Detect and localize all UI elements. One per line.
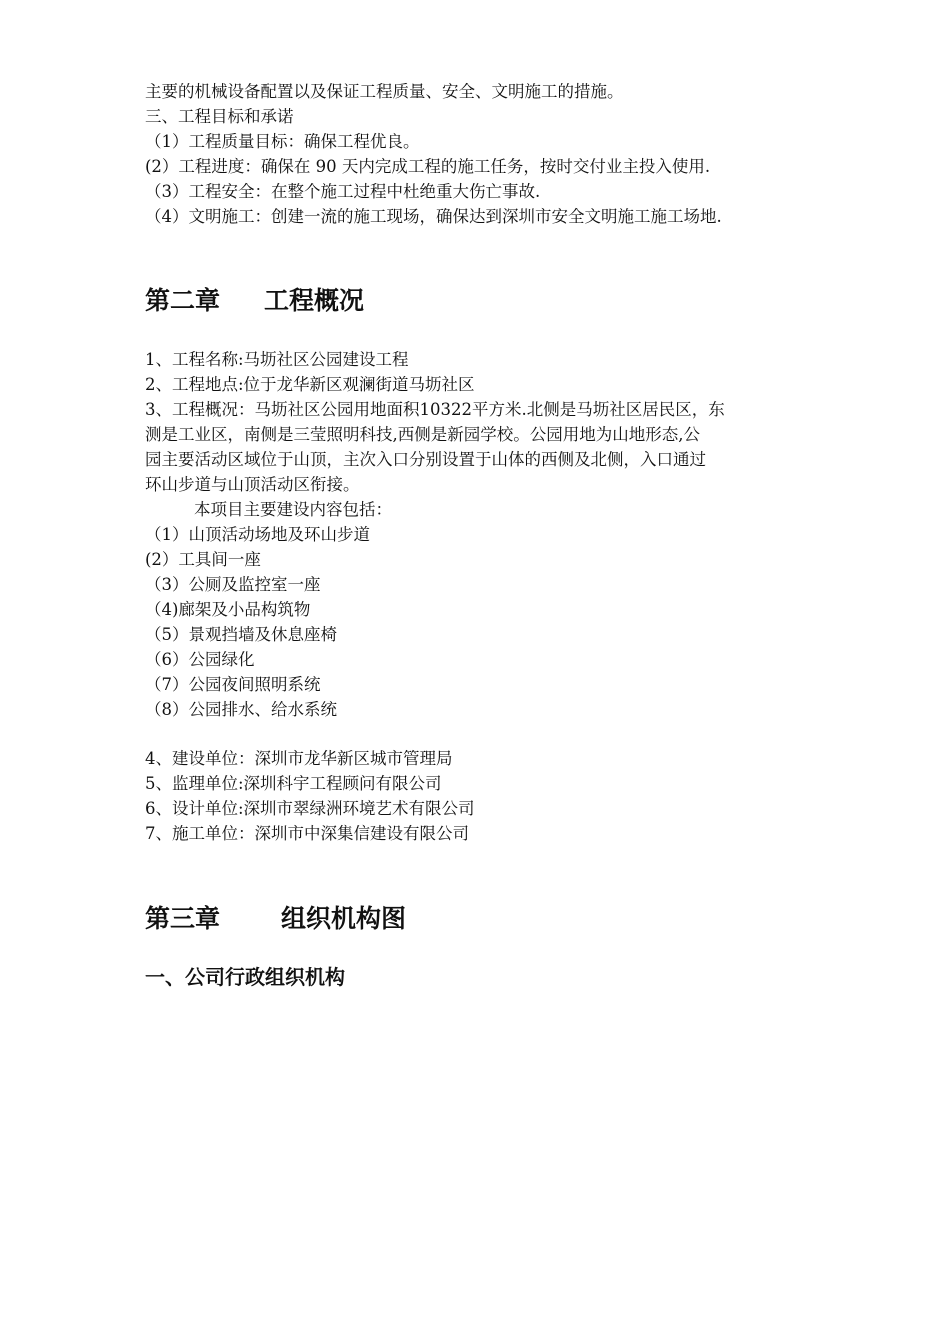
intro-line-4: (2）工程进度：确保在 90 天内完成工程的施工任务，按时交付业主投入使用. — [145, 157, 711, 176]
chapter-2-title: 工程概况 — [264, 286, 365, 315]
content-item-6: （6）公园绿化 — [145, 650, 255, 669]
project-info-line-5: 园主要活动区域位于山顶，主次入口分别设置于山体的西侧及北侧，入口通过 — [145, 450, 706, 469]
intro-line-2: 三、工程目标和承诺 — [145, 107, 294, 126]
intro-line-6: （4）文明施工：创建一流的施工现场，确保达到深圳市安全文明施工施工场地. — [145, 207, 722, 226]
intro-line-1: 主要的机械设备配置以及保证工程质量、安全、文明施工的措施。 — [145, 82, 624, 101]
project-info-line-2: 2、工程地点:位于龙华新区观澜街道马坜社区 — [145, 375, 475, 394]
content-item-4: （4)廊架及小品构筑物 — [145, 600, 311, 619]
unit-line-3: 6、设计单位:深圳市翠绿洲环境艺术有限公司 — [145, 799, 475, 818]
section-heading: 一、公司行政组织机构 — [145, 965, 345, 989]
project-info-line-6: 环山步道与山顶活动区衔接。 — [145, 475, 360, 494]
project-info-line-4: 测是工业区，南侧是三莹照明科技,西侧是新园学校。公园用地为山地形态,公 — [145, 425, 700, 444]
project-info-line-1: 1、工程名称:马坜社区公园建设工程 — [145, 350, 409, 369]
unit-line-1: 4、建设单位：深圳市龙华新区城市管理局 — [145, 749, 453, 768]
unit-line-4: 7、施工单位：深圳市中深集信建设有限公司 — [145, 824, 469, 843]
unit-line-2: 5、监理单位:深圳科宇工程顾问有限公司 — [145, 774, 442, 793]
intro-line-3: （1）工程质量目标：确保工程优良。 — [145, 132, 420, 151]
content-intro: 本项目主要建设内容包括： — [194, 500, 392, 519]
content-item-2: (2）工具间一座 — [145, 550, 261, 569]
chapter-3-title: 组织机构图 — [281, 904, 407, 933]
project-info-line-3: 3、工程概况：马坜社区公园用地面积10322平方米.北侧是马坜社区居民区，东 — [145, 400, 725, 419]
content-item-7: （7）公园夜间照明系统 — [145, 675, 321, 694]
intro-line-5: （3）工程安全：在整个施工过程中杜绝重大伤亡事故. — [145, 182, 541, 201]
chapter-2-heading — [145, 285, 364, 317]
chapter-3-number: 第三章 — [145, 904, 221, 933]
content-item-5: （5）景观挡墙及休息座椅 — [145, 625, 337, 644]
content-item-1: （1）山顶活动场地及环山步道 — [145, 525, 370, 544]
content-item-3: （3）公厕及监控室一座 — [145, 575, 321, 594]
content-item-8: （8）公园排水、给水系统 — [145, 700, 337, 719]
chapter-2-number: 第二章 — [145, 286, 221, 315]
chapter-3-heading — [145, 903, 406, 935]
